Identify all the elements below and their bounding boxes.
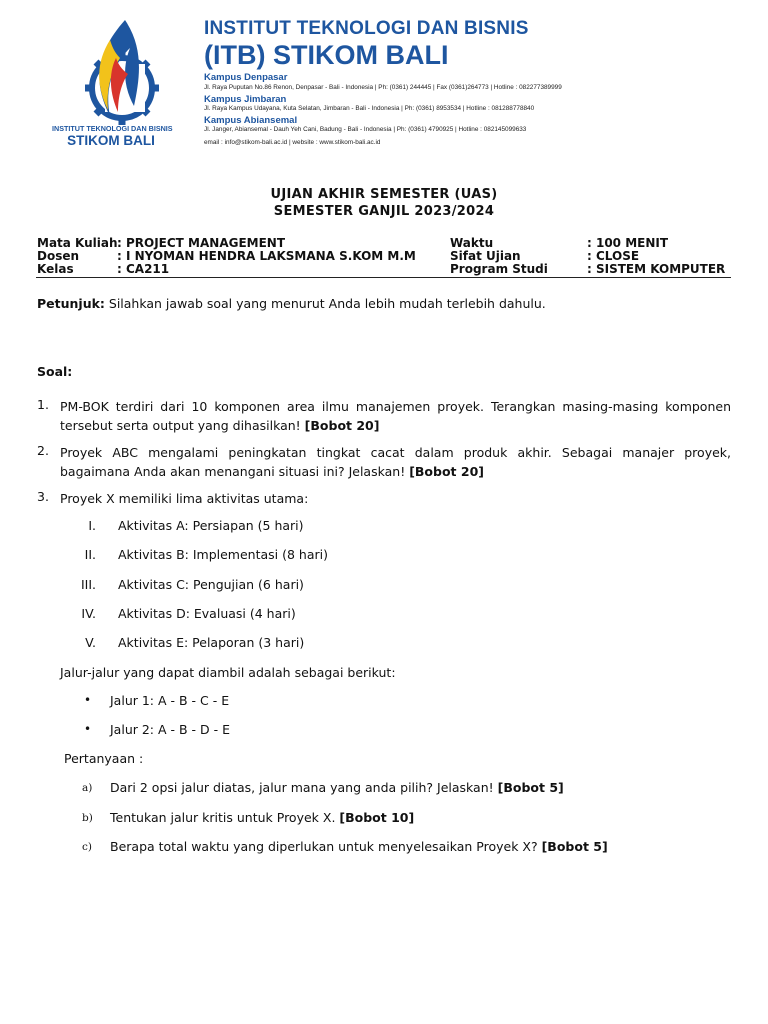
sub-question-b-label: b): [82, 812, 93, 824]
header-divider: [36, 277, 731, 278]
instructions-label: Petunjuk:: [37, 296, 105, 311]
instructions: [37, 294, 731, 313]
question-3-text: Proyek X memiliki lima aktivitas utama:: [60, 491, 309, 506]
institution-short-name: (ITB) STIKOM BALI: [204, 40, 449, 70]
info-value-lecturer: : I NYOMAN HENDRA LAKSMANA S.KOM M.M: [117, 249, 416, 263]
question-2-weight: [Bobot 20]: [409, 464, 484, 479]
info-value-class: : CA211: [117, 262, 170, 276]
question-1-text: PM-BOK terdiri dari 10 komponen area ilmu manajemen proyek. Terangkan masing-masing komponen tersebut serta output yang dihasilkan!: [60, 399, 731, 433]
activity-2-text: Aktivitas B: Implementasi (8 hari): [118, 547, 328, 562]
contact-line: email : info@stikom-bali.ac.id | website : www.stikom-bali.ac.id: [204, 139, 381, 146]
activity-5-text: Aktivitas E: Pelaporan (3 hari): [118, 635, 305, 650]
path-1-text: Jalur 1: A - B - C - E: [110, 693, 230, 708]
activity-1-text: Aktivitas A: Persiapan (5 hari): [118, 518, 304, 533]
sub-question-a-text: Dari 2 opsi jalur diatas, jalur mana yang anda pilih? Jelaskan!: [110, 780, 498, 795]
sub-question-a-weight: [Bobot 5]: [497, 780, 564, 795]
activity-5-number: V.: [85, 635, 96, 650]
bullet-icon: •: [84, 722, 92, 736]
question-2-text: Proyek ABC mengalami peningkatan tingkat cacat dalam produk akhir. Sebagai manajer proyek, bagaimana Anda akan menangani situasi ini? Jelaskan!: [60, 445, 731, 479]
sub-question-b-weight: [Bobot 10]: [339, 810, 415, 825]
sub-questions-heading: Pertanyaan :: [64, 751, 144, 766]
campus-jimbaran-address: Jl. Raya Kampus Udayana, Kuta Selatan, Jimbaran - Bali - Indonesia | Ph: (0361) 8953534 | Hotline : 081288778840: [204, 105, 535, 112]
campus-abiansemal-address: Jl. Janger, Abiansemal - Dauh Yeh Cani, Badung - Bali - Indonesia | Ph: (0361) 4790925 | Hotline : 082145099633: [204, 126, 527, 133]
activity-2-number: II.: [84, 547, 96, 562]
question-1-weight: [Bobot 20]: [304, 418, 380, 433]
question-1: [60, 397, 731, 435]
info-label-class: Kelas: [37, 262, 74, 276]
path-2-text: Jalur 2: A - B - D - E: [110, 722, 231, 737]
paths-intro: Jalur-jalur yang dapat diambil adalah sebagai berikut:: [60, 665, 396, 680]
bullet-icon: •: [84, 693, 92, 707]
activity-4-number: IV.: [81, 606, 96, 621]
activity-1-number: I.: [88, 518, 96, 533]
info-value-exam-type: : CLOSE: [587, 249, 640, 263]
info-label-program: Program Studi: [450, 262, 548, 276]
campus-abiansemal-name: Kampus Abiansemal: [204, 115, 298, 126]
sub-question-b: [110, 810, 414, 825]
campus-denpasar-address: Jl. Raya Puputan No.86 Renon, Denpasar - Bali - Indonesia | Ph: (0361) 244445 | Fax (0361)264773 | Hotline : 082277389999: [204, 84, 562, 91]
info-label-lecturer: Dosen: [37, 249, 80, 263]
instructions-text: Silahkan jawab soal yang menurut Anda lebih mudah terlebih dahulu.: [104, 296, 546, 311]
sub-question-a-label: a): [82, 782, 93, 794]
activity-3-text: Aktivitas C: Pengujian (6 hari): [118, 577, 304, 592]
sub-question-c: [110, 839, 608, 854]
question-2: [60, 443, 731, 481]
campus-jimbaran-name: Kampus Jimbaran: [204, 94, 287, 105]
logo-caption-institution: INSTITUT TEKNOLOGI DAN BISNIS: [52, 124, 173, 133]
questions-heading: Soal:: [37, 364, 73, 379]
question-1-number: 1.: [37, 397, 49, 412]
sub-question-a: [110, 780, 564, 795]
exam-subtitle: SEMESTER GANJIL 2023/2024: [273, 204, 495, 219]
question-3-number: 3.: [37, 489, 49, 504]
activity-3-number: III.: [80, 577, 96, 592]
sub-question-c-weight: [Bobot 5]: [541, 839, 608, 854]
sub-question-c-text: Berapa total waktu yang diperlukan untuk menyelesaikan Proyek X?: [110, 839, 542, 854]
info-label-exam-type: Sifat Ujian: [450, 249, 521, 263]
logo-caption-name: STIKOM BALI: [67, 133, 155, 148]
info-label-time: Waktu: [450, 236, 494, 250]
campus-denpasar-name: Kampus Denpasar: [204, 72, 288, 83]
info-value-course: : PROJECT MANAGEMENT: [117, 236, 286, 250]
exam-title: UJIAN AKHIR SEMESTER (UAS): [270, 187, 498, 202]
sub-question-c-label: c): [82, 841, 92, 853]
institution-name: INSTITUT TEKNOLOGI DAN BISNIS: [204, 18, 529, 39]
activity-4-text: Aktivitas D: Evaluasi (4 hari): [118, 606, 296, 621]
sub-question-b-text: Tentukan jalur kritis untuk Proyek X.: [110, 810, 340, 825]
info-value-time: : 100 MENIT: [587, 236, 669, 250]
info-label-course: Mata Kuliah: [37, 236, 118, 250]
question-2-number: 2.: [37, 443, 49, 458]
info-value-program: : SISTEM KOMPUTER: [587, 262, 726, 276]
